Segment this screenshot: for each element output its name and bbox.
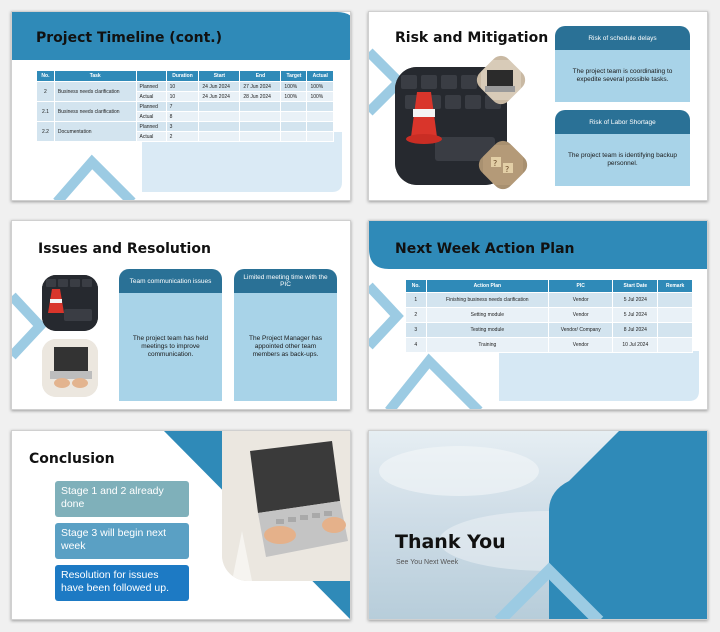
hands-laptop-photo <box>222 431 351 581</box>
conclusion-point-2: Stage 3 will begin next week <box>55 523 189 559</box>
table-cell-target: 100% <box>281 82 307 92</box>
slide-project-timeline[interactable] <box>11 11 351 201</box>
page-title: Issues and Resolution <box>38 241 211 257</box>
table-cell-remark <box>658 308 693 323</box>
table-row <box>406 323 693 338</box>
table-cell-target: 100% <box>281 92 307 102</box>
column-header: Actual <box>307 71 334 82</box>
table-cell-start: 24 Jun 2024 <box>199 82 240 92</box>
issue-card-1-body: The project team has held meetings to improve communication. <box>119 293 222 401</box>
table-cell-task: Business needs clarification <box>54 82 136 102</box>
timeline-table <box>36 70 334 142</box>
table-cell-end <box>240 102 281 112</box>
table-cell-type: Actual <box>136 92 166 102</box>
table-cell-plan: Testing module <box>426 323 548 338</box>
issue-card-2-heading: Limited meeting time with the PIC <box>234 269 337 293</box>
table-cell-type: Actual <box>136 112 166 122</box>
page-title: Project Timeline (cont.) <box>36 30 222 46</box>
table-cell-actual <box>307 122 334 132</box>
risk-card-1-body: The project team is coordinating to expedite several possible tasks. <box>555 50 690 102</box>
table-cell-target <box>281 132 307 142</box>
table-cell-duration: 2 <box>166 132 199 142</box>
table-cell-task: Documentation <box>54 122 136 142</box>
table-cell-no: 1 <box>406 293 427 308</box>
page-title: Next Week Action Plan <box>395 241 575 257</box>
page-title: Conclusion <box>29 451 115 467</box>
table-cell-plan: Training <box>426 338 548 353</box>
table-cell-no: 2.2 <box>37 122 55 142</box>
table-row <box>37 102 334 112</box>
column-header: PIC <box>549 280 613 293</box>
table-cell-actual: 100% <box>307 92 334 102</box>
slide-risk-mitigation[interactable] <box>368 11 708 201</box>
table-cell-end: 28 Jun 2024 <box>240 92 281 102</box>
column-header: Remark <box>658 280 693 293</box>
issue-card-2-body: The Project Manager has appointed other team members as back-ups. <box>234 293 337 401</box>
page-subtitle: See You Next Week <box>396 559 459 566</box>
table-cell-remark <box>658 323 693 338</box>
page-title: Risk and Mitigation <box>395 30 549 46</box>
table-cell-remark <box>658 338 693 353</box>
table-cell-start <box>199 112 240 122</box>
table-cell-no: 2 <box>406 308 427 323</box>
table-cell-duration: 3 <box>166 122 199 132</box>
column-header: End <box>240 71 281 82</box>
issue-card-1-heading: Team communication issues <box>119 269 222 293</box>
table-cell-type: Planned <box>136 102 166 112</box>
column-header: Start <box>199 71 240 82</box>
slide-decoration <box>369 431 708 620</box>
table-cell-type: Actual <box>136 132 166 142</box>
table-cell-duration: 10 <box>166 92 199 102</box>
table-cell-task: Business needs clarification <box>54 102 136 122</box>
table-cell-no: 2 <box>37 82 55 102</box>
column-header: Action Plan <box>426 280 548 293</box>
table-cell-actual <box>307 112 334 122</box>
table-cell-actual <box>307 102 334 112</box>
risk-card-1-heading: Risk of schedule delays <box>555 26 690 50</box>
table-cell-pic: Vendor/ Company <box>549 323 613 338</box>
column-header: Task <box>54 71 136 82</box>
table-cell-end <box>240 132 281 142</box>
table-cell-start: 5 Jul 2024 <box>613 308 658 323</box>
table-cell-target <box>281 122 307 132</box>
table-cell-start: 24 Jun 2024 <box>199 92 240 102</box>
column-header: Start Date <box>613 280 658 293</box>
table-cell-actual: 100% <box>307 82 334 92</box>
table-header-row <box>37 71 334 82</box>
table-cell-no: 2.1 <box>37 102 55 122</box>
risk-card-2-body: The project team is identifying backup personnel. <box>555 134 690 186</box>
column-header: Target <box>281 71 307 82</box>
table-cell-pic: Vendor <box>549 338 613 353</box>
table-row <box>37 82 334 92</box>
table-cell-start: 8 Jul 2024 <box>613 323 658 338</box>
slide-action-plan[interactable] <box>368 220 708 410</box>
table-cell-start <box>199 132 240 142</box>
table-cell-type: Planned <box>136 82 166 92</box>
table-cell-duration: 7 <box>166 102 199 112</box>
page-title: Thank You <box>395 531 506 553</box>
table-cell-pic: Vendor <box>549 308 613 323</box>
table-cell-actual <box>307 132 334 142</box>
slide-issues-resolution[interactable] <box>11 220 351 410</box>
svg-text:?: ? <box>493 159 498 168</box>
table-cell-end: 27 Jun 2024 <box>240 82 281 92</box>
column-header: Duration <box>166 71 199 82</box>
table-cell-end <box>240 112 281 122</box>
column-header: No. <box>37 71 55 82</box>
table-cell-plan: Finishing business needs clarification <box>426 293 548 308</box>
table-cell-plan: Setting module <box>426 308 548 323</box>
slide-conclusion[interactable] <box>11 430 351 620</box>
table-cell-target <box>281 112 307 122</box>
table-cell-end <box>240 122 281 132</box>
table-cell-start <box>199 122 240 132</box>
table-row <box>406 338 693 353</box>
column-header <box>136 71 166 82</box>
table-row <box>406 293 693 308</box>
conclusion-point-1: Stage 1 and 2 already done <box>55 481 189 517</box>
table-cell-type: Planned <box>136 122 166 132</box>
risk-card-2-heading: Risk of Labor Shortage <box>555 110 690 134</box>
action-plan-table <box>405 279 693 353</box>
table-row <box>406 308 693 323</box>
table-cell-start <box>199 102 240 112</box>
table-cell-remark <box>658 293 693 308</box>
column-header: No. <box>406 280 427 293</box>
caution-cone-keyboard-photo <box>42 275 98 331</box>
hands-laptop-photo <box>42 339 98 397</box>
table-cell-no: 3 <box>406 323 427 338</box>
svg-text:?: ? <box>505 165 510 174</box>
table-cell-no: 4 <box>406 338 427 353</box>
table-cell-pic: Vendor <box>549 293 613 308</box>
conclusion-point-3: Resolution for issues have been followed up. <box>55 565 189 601</box>
table-cell-target <box>281 102 307 112</box>
slide-thank-you[interactable] <box>368 430 708 620</box>
table-cell-duration: 8 <box>166 112 199 122</box>
table-cell-duration: 10 <box>166 82 199 92</box>
table-cell-start: 5 Jul 2024 <box>613 293 658 308</box>
table-header-row <box>406 280 693 293</box>
table-cell-start: 10 Jul 2024 <box>613 338 658 353</box>
table-row <box>37 122 334 132</box>
